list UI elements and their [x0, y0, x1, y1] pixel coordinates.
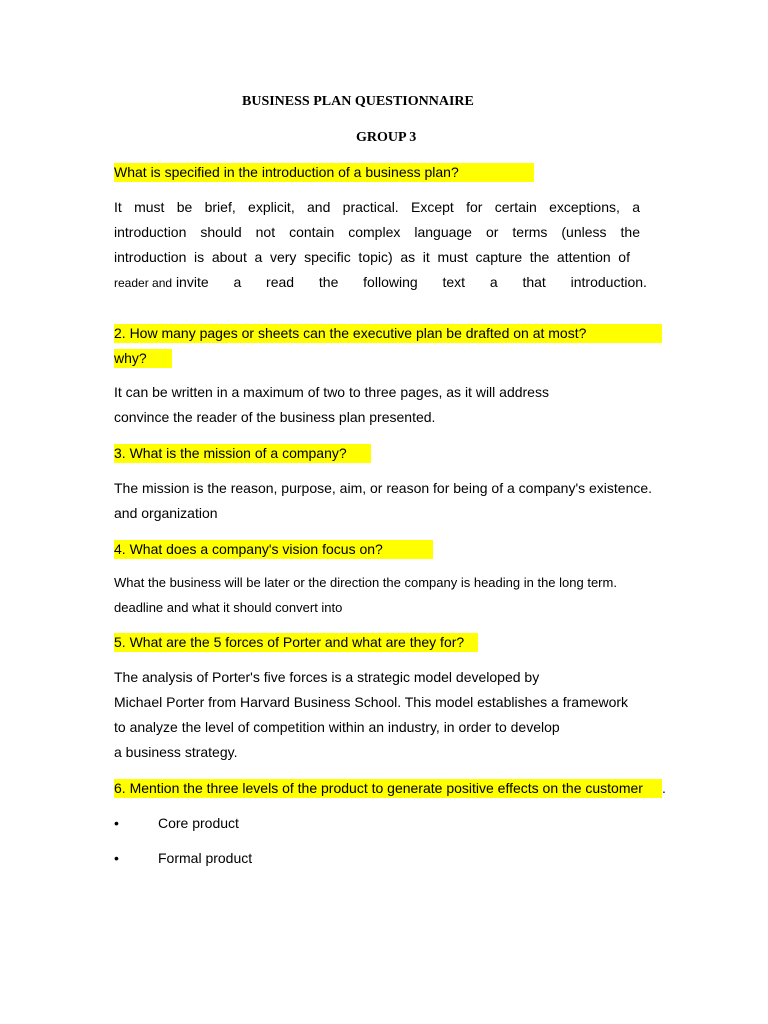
- question-3-highlight: [114, 444, 371, 463]
- question-4-highlight: [114, 540, 433, 559]
- answer-4: [114, 570, 617, 620]
- answer-1-word: following: [363, 274, 418, 290]
- document-title: BUSINESS PLAN QUESTIONNAIRE: [242, 94, 474, 109]
- answer-5-line-2: Michael Porter from Harvard Business School. This model establishes a framework: [114, 694, 629, 710]
- answer-3-line-2: and organization: [114, 505, 218, 521]
- group-label: GROUP 3: [356, 130, 417, 145]
- bullet-item-2-text: Formal product: [158, 850, 253, 866]
- answer-1-line-1: It must be brief, explicit, and practical. Except for certain exceptions, a: [114, 199, 640, 215]
- answer-4-line-2: deadline and what it should convert into: [114, 600, 343, 615]
- question-2: [114, 324, 662, 343]
- answer-1-line-2: introduction should not contain complex language or terms (unless the: [114, 224, 640, 240]
- question-3: [114, 444, 371, 463]
- bullet-item-2: [114, 849, 252, 868]
- question-3-text: 3. What is the mission of a company?: [114, 445, 347, 461]
- question-2-text-line-2: why?: [114, 350, 147, 366]
- answer-1-word: invite: [175, 274, 209, 290]
- question-6-highlight: [114, 779, 662, 798]
- answer-1-word: text: [442, 274, 466, 290]
- answer-1-word: that: [522, 274, 546, 290]
- answer-1: [114, 195, 647, 296]
- question-4: [114, 540, 433, 559]
- question-2-cont: [114, 349, 172, 368]
- answer-1-line-4-start: [114, 270, 209, 296]
- answer-1-line-4: [114, 270, 647, 296]
- answer-5-line-3: to analyze the level of competition within an industry, in order to develop: [114, 719, 560, 735]
- question-1-highlight: [114, 163, 534, 182]
- answer-3: [114, 476, 652, 526]
- question-6-text: 6. Mention the three levels of the product to generate positive effects on the customer: [114, 780, 643, 796]
- bullet-symbol: •: [114, 815, 119, 831]
- bullet-symbol: •: [114, 850, 119, 866]
- question-4-text: 4. What does a company's vision focus on?: [114, 541, 383, 557]
- question-1-text: What is specified in the introduction of a business plan?: [114, 164, 459, 180]
- answer-4-line-1: What the business will be later or the direction the company is heading in the long term.: [114, 575, 617, 590]
- answer-1-word: a: [489, 274, 498, 290]
- question-2-text-line-1: 2. How many pages or sheets can the executive plan be drafted on at most?: [114, 325, 587, 341]
- bullet-item-1: [114, 814, 239, 833]
- answer-1-word: a: [233, 274, 242, 290]
- answer-2-line-1: It can be written in a maximum of two to three pages, as it will address: [114, 384, 549, 400]
- answer-1-small-text: reader and: [114, 276, 173, 290]
- question-6: [114, 779, 666, 798]
- question-1: [114, 163, 534, 182]
- answer-1-line-3: introduction is about a very specific topic) as it must capture the attention of: [114, 249, 630, 265]
- answer-5-line-4: a business strategy.: [114, 744, 238, 760]
- bullet-item-1-text: Core product: [158, 815, 239, 831]
- answer-5: [114, 665, 628, 765]
- answer-1-word: introduction.: [570, 274, 647, 290]
- question-5-highlight: [114, 633, 478, 652]
- answer-3-line-1: The mission is the reason, purpose, aim, or reason for being of a company's existence.: [114, 480, 653, 496]
- answer-5-line-1: The analysis of Porter's five forces is a strategic model developed by: [114, 669, 540, 685]
- question-2-highlight-line-1: [114, 324, 662, 343]
- answer-1-word: the: [318, 274, 339, 290]
- answer-2-line-2: convince the reader of the business plan presented.: [114, 409, 436, 425]
- question-6-period: .: [662, 780, 666, 796]
- answer-2: [114, 380, 549, 430]
- question-5-text: 5. What are the 5 forces of Porter and what are they for?: [114, 634, 465, 650]
- question-5: [114, 633, 478, 652]
- question-2-highlight-line-2: [114, 349, 172, 368]
- answer-1-word: read: [266, 274, 295, 290]
